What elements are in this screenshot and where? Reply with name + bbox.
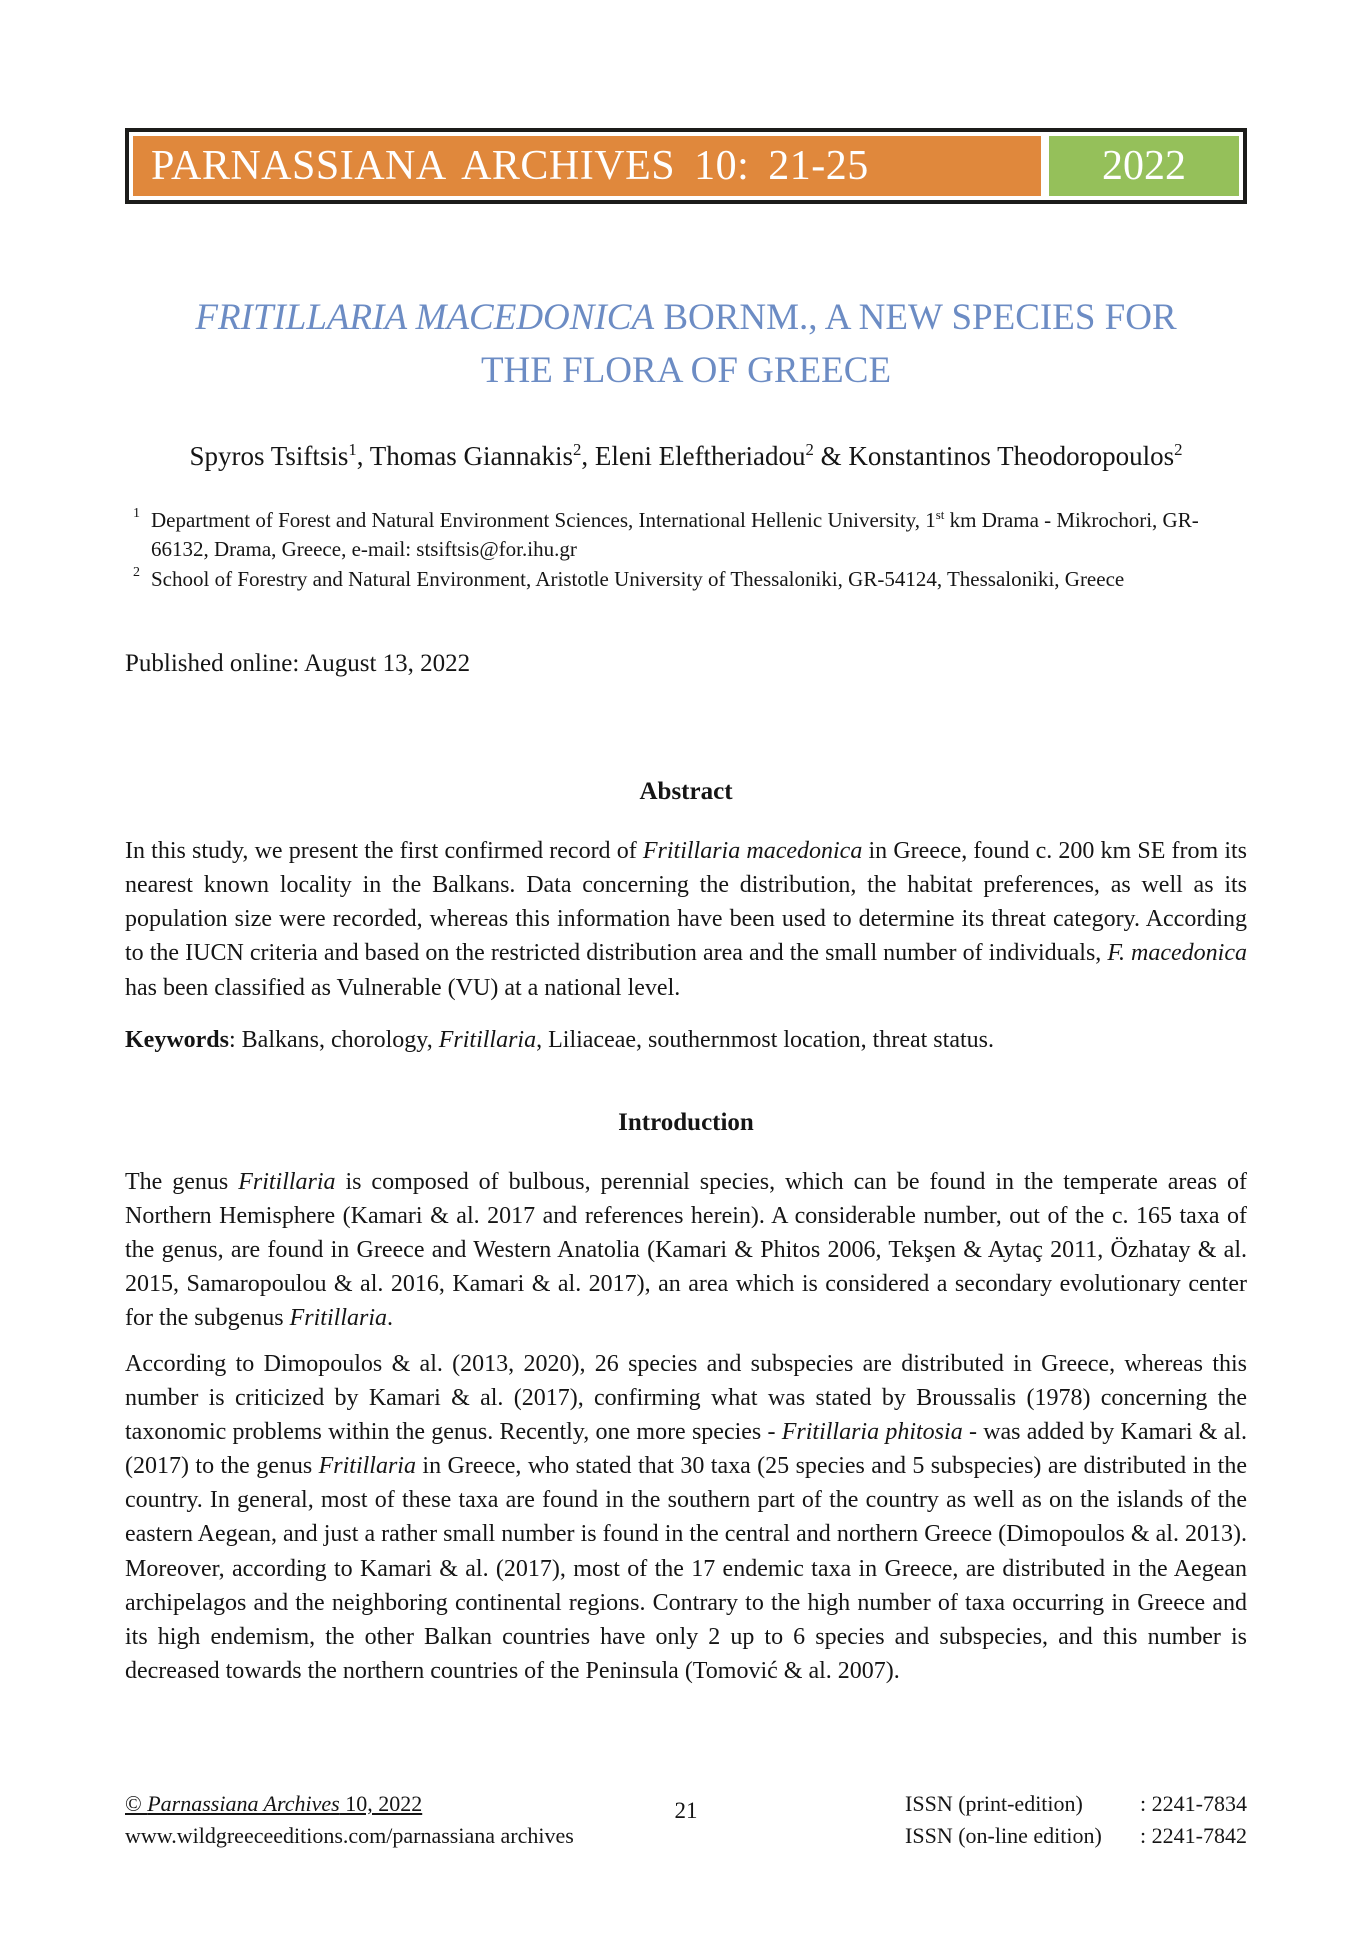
affiliation-1-marker: 1 — [133, 506, 140, 522]
authors-line: Spyros Tsiftsis$^1$, Thomas Giannakis$^2$, Eleni Eleftheriadou$^2$ & Konstantinos Theodoropoulos$^2$ — [189, 440, 1183, 472]
page-footer — [125, 1788, 1247, 1852]
article-title: FRITILLARIA MACEDONICA BORNM., A NEW SPECIES FOR THE FLORA OF GREECE — [195, 297, 1177, 391]
affiliation-2-text: School of Forestry and Natural Environment, Aristotle University of Thessaloniki, GR-54124, Thessaloniki, Greece — [151, 566, 1125, 591]
abstract-heading: Abstract — [639, 778, 733, 806]
intro-paragraph-2: According to Dimopoulos & al. (2013, 2020), 26 species and subspecies are distributed in Greece, whereas this number is criticized by Kamari & al. (2017), confirming what was stated by Broussalis (1978) concerning the taxonomic problems within the genus. Recently, one more species - Fritillaria phitosia - was added by Kamari & al. (2017) to the genus Fritillaria in Greece, who stated that 30 taxa (25 species and 5 subspecies) are distributed in the country. In general, most of these taxa are found in the southern part of the country as well as on the islands of the eastern Aegean, and just a rather small number is found in the central and northern Greece (Dimopoulos & al. 2013). Moreover, according to Kamari & al. (2017), most of the 17 endemic taxa in Greece, are distributed in the Aegean archipelagos and the neighboring continental regions. Contrary to the high number of taxa occurring in Greece and its high endemism, the other Balkan countries have only 2 up to 6 species and subspecies, and this number is decreased towards the northern countries of the Peninsula (Tomović & al. 2007). — [125, 1351, 1248, 1684]
issn-online-label: ISSN (on-line edition) — [905, 1822, 1102, 1848]
copyright-line: © Parnassiana Archives 10, 2022 — [125, 1791, 423, 1816]
banner-title-box — [133, 136, 1041, 196]
page-number: 21 — [674, 1798, 698, 1823]
banner-year-box — [1049, 136, 1239, 196]
affiliation-2 — [125, 565, 1247, 594]
header-banner — [125, 128, 1247, 204]
issn-online-value: : 2241-7842 — [1140, 1822, 1247, 1848]
affiliation-2-marker: 2 — [133, 564, 140, 580]
published-online-line: Published online: August 13, 2022 — [125, 650, 471, 678]
affiliations-block — [125, 506, 1247, 594]
banner-year: 2022 — [1102, 143, 1186, 189]
website-line: www.wildgreeceeditions.com/parnassiana archives — [125, 1822, 574, 1848]
intro-paragraph-1: The genus Fritillaria is composed of bulbous, perennial species, which can be found in the temperate areas of Northern Hemisphere (Kamari & al. 2017 and references herein). A considerable number, out of the c. 165 taxa of the genus, are found in Greece and Western Anatolia (Kamari & Phitos 2006, Tekşen & Aytaç 2011, Özhatay & al. 2015, Samaropoulou & al. 2016, Kamari & al. 2017), an area which is considered a secondary evolutionary center for the subgenus Fritillaria. — [125, 1168, 1247, 1332]
affiliation-1 — [125, 506, 1247, 565]
banner-title: PARNASSIANA ARCHIVES 10: 21-25 — [151, 143, 869, 189]
keywords-line: Keywords: Balkans, chorology, Fritillaria, Liliaceae, southernmost location, threat status. — [125, 1026, 994, 1053]
affiliation-1-text: Department of Forest and Natural Environment Sciences, International Hellenic University, 1st km Drama - Mikrochori, GR-66132, Drama, Greece, e-mail: stsiftsis@for.ihu.gr — [151, 507, 1199, 562]
introduction-heading: Introduction — [618, 1108, 754, 1136]
issn-print-label: ISSN (print-edition) — [905, 1791, 1083, 1816]
abstract-paragraph: In this study, we present the first confirmed record of Fritillaria macedonica in Greece, found c. 200 km SE from its nearest known locality in the Balkans. Data concerning the distribution, the habitat preferences, as well as its population size were recorded, whereas this information have been used to determine its threat category. According to the IUCN criteria and based on the restricted distribution area and the small number of individuals, F. macedonica has been classified as Vulnerable (VU) at a national level. — [125, 838, 1248, 1001]
issn-print-value: : 2241-7834 — [1140, 1791, 1247, 1816]
